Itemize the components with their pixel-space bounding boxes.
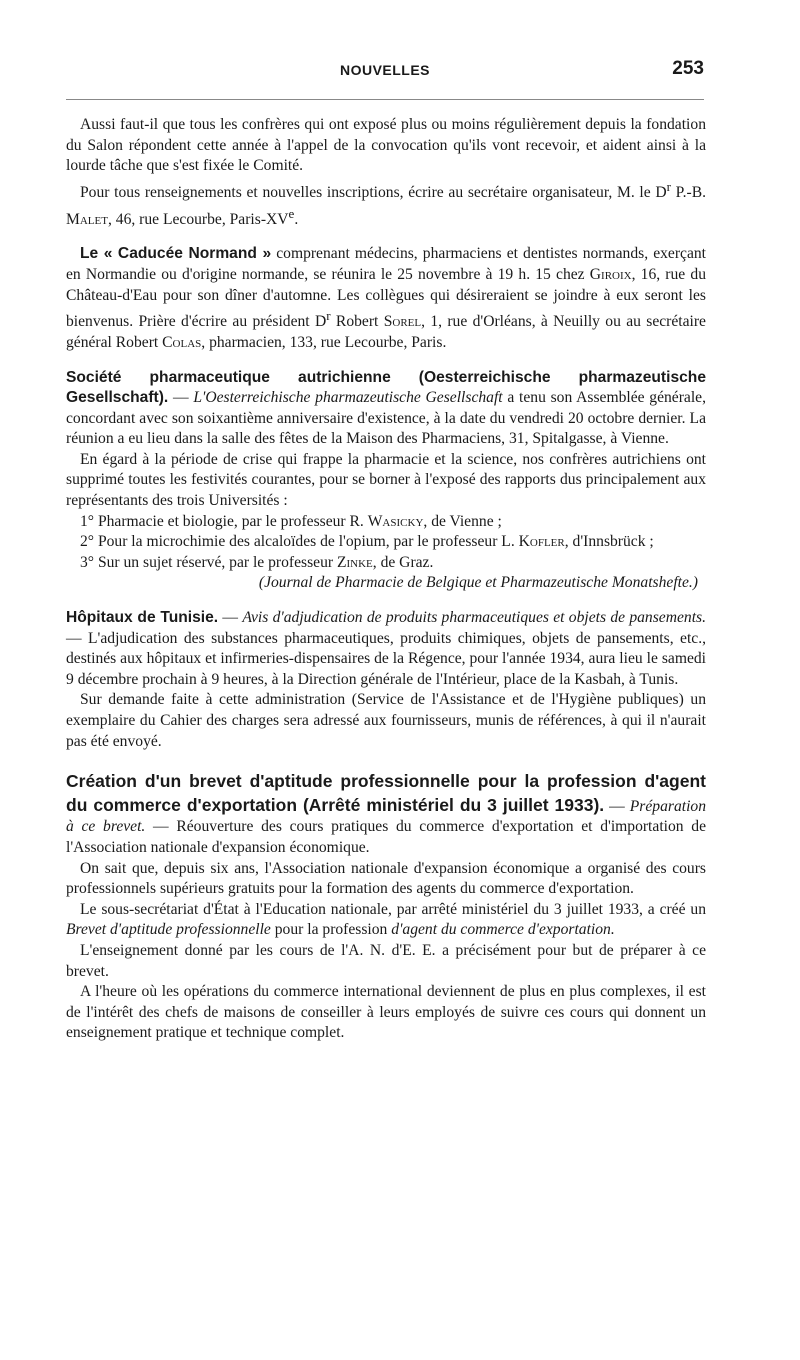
name-malet: Malet (66, 210, 108, 228)
paragraph-operations: A l'heure où les opérations du commerce international deviennent de plus en plus complexes, il est de l'intérêt des chefs de maisons de conseiller à leurs employés de suivre ces cours qui donnent un enseignement pratique et technique complet. (66, 983, 706, 1042)
source-citation: (Journal de Pharmacie de Belgique et Pharmazeutische Monatshefte.) (258, 574, 698, 592)
section-caducee: Le « Caducée Normand » comprenant médecins, pharmaciens et dentistes normands, exerçant en Normandie ou d'origine normande, se réunira le 25 novembre à 19 h. 15 chez Giroix, 16, rue du Château-d'Eau pour son dîner d'automne. Les collègues qui désireraient se joindre à eux seront les bienvenus. Prière d'écrire au président $D^r$ Robert Sorel, 1, rue d'Orléans, à Neuilly ou au secrétaire général Robert Colas, pharmacien, 133, rue Lecourbe, Paris. (66, 245, 707, 351)
paragraph-inscriptions: Pour tous renseignements et nouvelles inscriptions, écrire au secrétaire organisateur, M. le $D^r$ P.-B. Malet, 46, rue Lecourbe, Paris-XVe. (66, 178, 707, 228)
section-hopitaux: Hôpitaux de Tunisie. — Avis d'adjudication de produits pharmaceutiques et objets de pansements. — L'adjudication des substances pharmaceutiques, produits chimiques, objets de pansements, etc., destinés aux hôpitaux et infirmeries-dispensaires de la Régence, pour l'année 1934, aura lieu le samedi 9 décembre prochain à 9 heures, à la Direction générale de l'Intérieur, place de la Kasbah, à Tunis. (66, 609, 706, 688)
section-heading-hopitaux: Hôpitaux de Tunisie. (66, 609, 219, 627)
header-rule (66, 99, 704, 100)
section-heading-societe: Société pharmaceutique autrichienne (Oesterreichische pharmazeutische Gesellschaft). (66, 368, 706, 407)
list-item: 2° Pour la microchimie des alcaloïdes de l'opium, par le professeur L. Kofler, d'Innsbrück ; (80, 533, 654, 551)
paragraph-cahier: Sur demande faite à cette administration (Service de l'Assistance et de l'Hygiène publiques) un exemplaire du Cahier des charges sera adressé aux fournisseurs, munis de références, à qui il n'aurait pas été envoyé. (66, 691, 706, 750)
paragraph-association: On sait que, depuis six ans, l'Association nationale d'expansion économique a organisé des cours professionnels supérieurs gratuits pour la formation des agents du commerce d'exportation. (66, 859, 706, 898)
page-number: 253 (672, 58, 704, 79)
paragraph-arrete: Le sous-secrétariat d'État à l'Education nationale, par arrêté ministériel du 3 juillet 1933, a créé un Brevet d'aptitude professionnelle pour la profession d'agent du commerce d'exportation. (66, 900, 706, 939)
section-heading-creation: Création d'un brevet d'aptitude professionnelle pour la profession d'agent du commerce d'exportation (Arrêté ministériel du 3 juillet 1933). (66, 771, 706, 815)
section-societe: Société pharmaceutique autrichienne (Oesterreichische pharmazeutische Gesellschaft). — L'Oesterreichische pharmazeutische Gesellschaft a tenu son Assemblée générale, concordant avec son soixantième anniversaire d'existence, à la date du vendredi 20 octobre dernier. La réunion a eu lieu dans la salle des fêtes de la Maison des Pharmaciens, 31, Spitalgasse, à Vienne. (66, 368, 706, 448)
paragraph-crise: En égard à la période de crise qui frappe la pharmacie et la science, nos confrères autrichiens ont supprimé toutes les festivités courantes, pour se borner à l'exposé des rapports dus principalement aux représentants des trois Universités : (66, 450, 706, 510)
list-item: 3° Sur un sujet réservé, par le professeur Zinke, de Graz. (80, 553, 434, 571)
section-creation: Création d'un brevet d'aptitude professionnelle pour la profession d'agent du commerce d'exportation (Arrêté ministériel du 3 juillet 1933). — Préparation à ce brevet. — Réouverture des cours pratiques du commerce d'exportation et d'importation de l'Association nationale d'expansion économique. (66, 771, 707, 856)
list-item: 1° Pharmacie et biologie, par le professeur R. Wasicky, de Vienne ; (80, 512, 502, 530)
running-title: NOUVELLES (339, 62, 431, 78)
paragraph-enseignement: L'enseignement donné par les cours de l'A. N. d'E. E. a précisément pour but de préparer à ce brevet. (66, 941, 706, 980)
paragraph-salon: Aussi faut-il que tous les confrères qui ont exposé plus ou moins régulièrement depuis la fondation du Salon répondent cette année à l'appel de la convocation qu'ils vont recevoir, et aident ainsi à la lourde tâche que s'est fixée le Comité. (66, 116, 706, 175)
section-heading-caducee: « Caducée Normand » (103, 245, 272, 263)
article-body (66, 115, 706, 1044)
page-header (66, 58, 704, 92)
